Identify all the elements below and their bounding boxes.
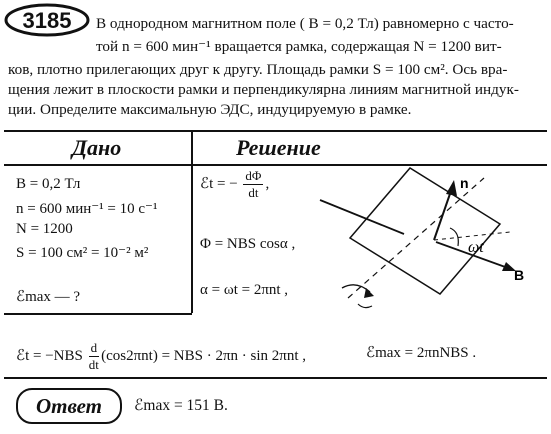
fraction-numerator: d [90, 340, 98, 355]
label-B: B [514, 267, 525, 283]
problem-line-4: щения лежит в плоскости рамки и перпендикулярна линиям магнитной индук- [8, 81, 519, 98]
formula-emf-max: ℰmax = 2πnNBS . [366, 345, 477, 361]
field-line-left [320, 200, 404, 234]
normal-arrow-head [446, 180, 457, 196]
normal-vector [434, 188, 452, 240]
rotation-arrow-head [364, 288, 374, 298]
rotation-arrow-lower [358, 304, 372, 308]
fraction-d-dt [89, 340, 100, 373]
problem-line-2: той n = 600 мин⁻¹ вращается рамка, содержащая N = 1200 вит- [96, 38, 502, 55]
solution-heading: Решение [236, 135, 321, 160]
angle-arc [450, 228, 458, 246]
problem-line-5: ции. Определите максимальную ЭДС, индуцируемую в рамке. [8, 101, 412, 118]
solution-bottom-rule [4, 377, 547, 379]
column-divider [191, 131, 193, 313]
formula-emf-lhs: ℰt = − [200, 175, 238, 192]
label-omega-t: ωt [468, 239, 484, 256]
problem-number-badge [4, 3, 90, 37]
fraction-denominator: dt [88, 357, 99, 372]
formula-emf-derivative: ℰt = − $\frac{d\Phi}{dt}$ , [200, 168, 270, 200]
given-heading: Дано [72, 135, 122, 160]
formula-emf-expanded-rhs: (cos2πnt) = NBS · 2πn · sin 2πnt , [101, 347, 307, 364]
formula-angle: α = ωt = 2πnt , [200, 282, 289, 298]
fraction-denominator: dt [248, 185, 259, 200]
given-item-B: B = 0,2 Тл [16, 176, 81, 192]
fraction-dphi-dt [243, 168, 263, 201]
given-item-N: N = 1200 [16, 221, 73, 237]
rotating-frame-figure [318, 160, 538, 330]
label-n: n [460, 175, 469, 191]
rotation-axis [348, 178, 484, 298]
answer-value: ℰmax = 151 В. [134, 397, 228, 414]
fraction-numerator: dΦ [245, 168, 262, 183]
top-rule [4, 130, 547, 132]
problem-number: 3185 [22, 8, 72, 33]
formula-emf-expanded [16, 340, 306, 373]
problem-line-1: В однородном магнитном поле ( B = 0,2 Тл) равномерно с часто- [96, 15, 514, 32]
given-item-S: S = 100 см² = 10⁻² м² [16, 245, 149, 261]
answer-label: Ответ [16, 388, 122, 424]
formula-emf-expanded-lhs: ℰt = −NBS [16, 347, 83, 364]
given-item-unknown: ℰmax — ? [16, 289, 81, 305]
frame-outline [350, 168, 500, 294]
given-bottom-rule [4, 313, 192, 315]
given-item-n: n = 600 мин⁻¹ = 10 с⁻¹ [16, 201, 158, 217]
problem-line-3: ков, плотно прилегающих друг к другу. Площадь рамки S = 100 см². Ось вра- [8, 61, 508, 78]
formula-flux: Φ = NBS cosα , [200, 236, 296, 252]
